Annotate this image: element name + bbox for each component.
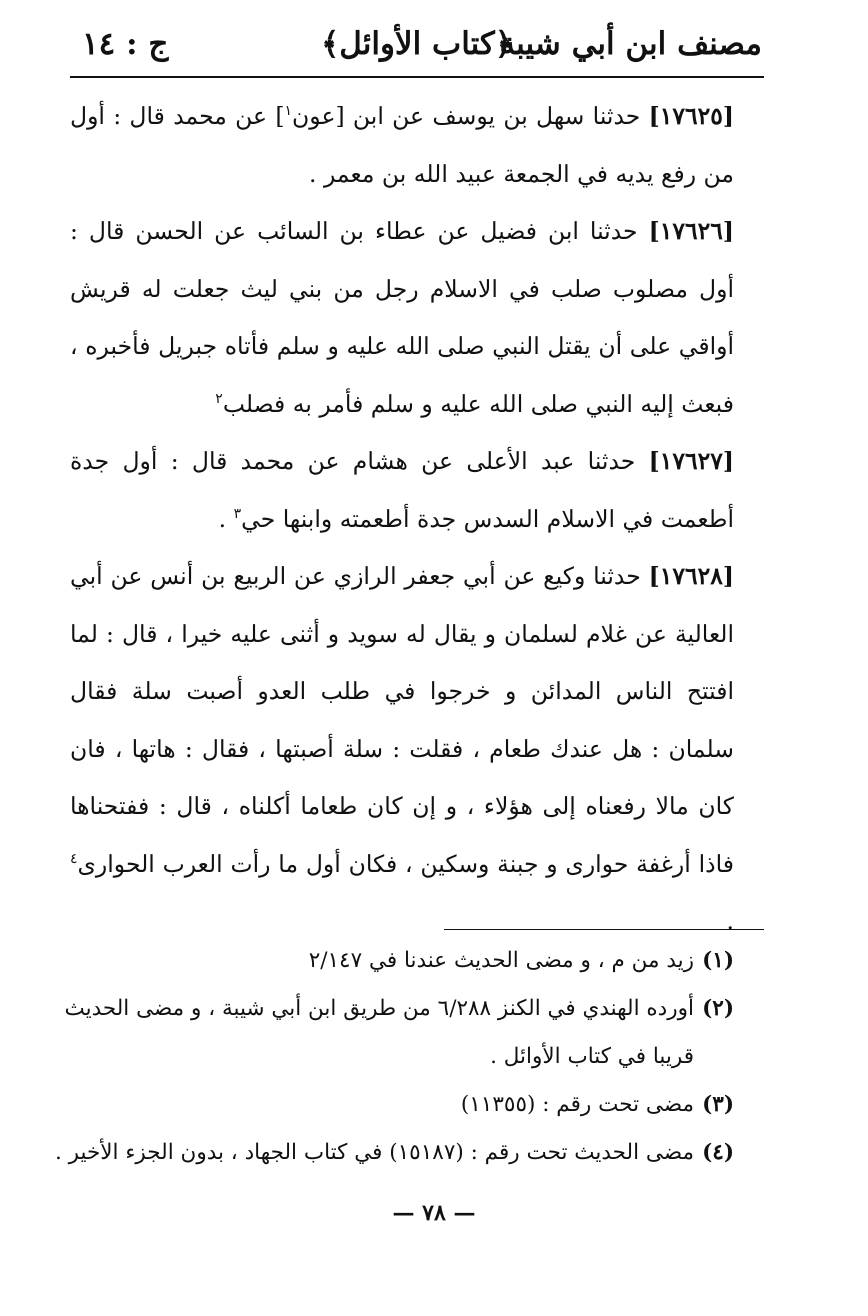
hadith-text: حدثنا وكيع عن أبي جعفر الرازي عن الربيع بن أنس عن أبي العالية عن غلام لسلمان و يقال له سويد و أثنى عليه خيرا ، قال : لما افتتح الناس المدائن و خرجوا في طلب العدو أصبت سلة فقال سلمان : هل عندك طعام ، فقلت : سلة أصبتها ، فقال : هاتها ، فان كان مالا رفعناه إلى هؤلاء ، و إن كان طعاما أكلناه ، قال : ففتحناها فاذا أرغفة حوارى و جبنة وسكين ، فكان أول ما رأت العرب الحوارى	[70, 562, 734, 878]
footnote-rule	[444, 929, 764, 930]
footnote-3	[50, 1081, 734, 1129]
hadith-number: [١٧٦٢٧]	[648, 447, 734, 475]
hadith-number: [١٧٦٢٦]	[648, 217, 734, 245]
hadith-text-continued: .	[726, 907, 734, 935]
volume-number: ج : ١٤	[82, 26, 169, 62]
main-text	[70, 88, 734, 951]
footnote-1	[50, 937, 734, 985]
page-header	[70, 22, 764, 70]
hadith-text-continued: .	[218, 504, 234, 533]
hadith-text: حدثنا عبد الأعلى عن هشام عن محمد قال : أول جدة أطعمت في الاسلام السدس جدة أطعمته وابنها حي	[70, 447, 734, 533]
hadith-17627	[70, 433, 734, 548]
header-rule	[70, 76, 764, 78]
footnote-number: (٢)	[702, 996, 734, 1021]
footnote-ref: ٤	[70, 850, 78, 867]
footnote-ref: ١	[284, 103, 293, 120]
page-number: — ٧٨ —	[392, 1200, 476, 1226]
footnote-ref: ٣	[233, 505, 242, 522]
footnote-4	[50, 1129, 734, 1177]
footnote-text: زيد من م ، و مضى الحديث عندنا في ٢/١٤٧	[308, 948, 694, 973]
footnote-text: مضى تحت رقم : (١١٣٥٥)	[460, 1092, 694, 1117]
footnote-ref: ٢	[215, 390, 223, 407]
hadith-17628	[70, 548, 734, 951]
footnote-text: أورده الهندي في الكنز ٦/٢٨٨ من طريق ابن أبي شيبة ، و مضى الحديث قريبا في كتاب الأوائل .	[64, 996, 694, 1069]
footnotes	[50, 937, 734, 1177]
hadith-text-continued: ] عن محمد قال : أول من رفع يديه في الجمعة عبيد الله بن معمر .	[70, 102, 734, 188]
section-title: ﴿كتاب الأوائل﴾	[321, 26, 513, 62]
footnote-2	[50, 985, 734, 1081]
hadith-17626	[70, 203, 734, 433]
footnote-number: (١)	[702, 948, 734, 973]
hadith-text: حدثنا سهل بن يوسف عن ابن [عون	[292, 102, 641, 130]
hadith-number: [١٧٦٢٨]	[648, 562, 734, 590]
footnote-text: مضى الحديث تحت رقم : (١٥١٨٧) في كتاب الجهاد ، بدون الجزء الأخير .	[54, 1140, 694, 1165]
footnote-number: (٣)	[702, 1092, 734, 1117]
footnote-number: (٤)	[702, 1140, 734, 1165]
book-title: مصنف ابن أبي شيبة	[499, 26, 762, 62]
hadith-text: حدثنا ابن فضيل عن عطاء بن السائب عن الحسن قال : أول مصلوب صلب في الاسلام رجل من بني ليث جعلت له قريش أواقي على أن يقتل النبي صلى الله عليه و سلم فأتاه جبريل فأخبره ، فبعث إليه النبي صلى الله عليه و سلم فأمر به فصلب	[70, 217, 734, 418]
hadith-number: [١٧٦٢٥]	[648, 102, 734, 130]
hadith-17625	[70, 88, 734, 203]
